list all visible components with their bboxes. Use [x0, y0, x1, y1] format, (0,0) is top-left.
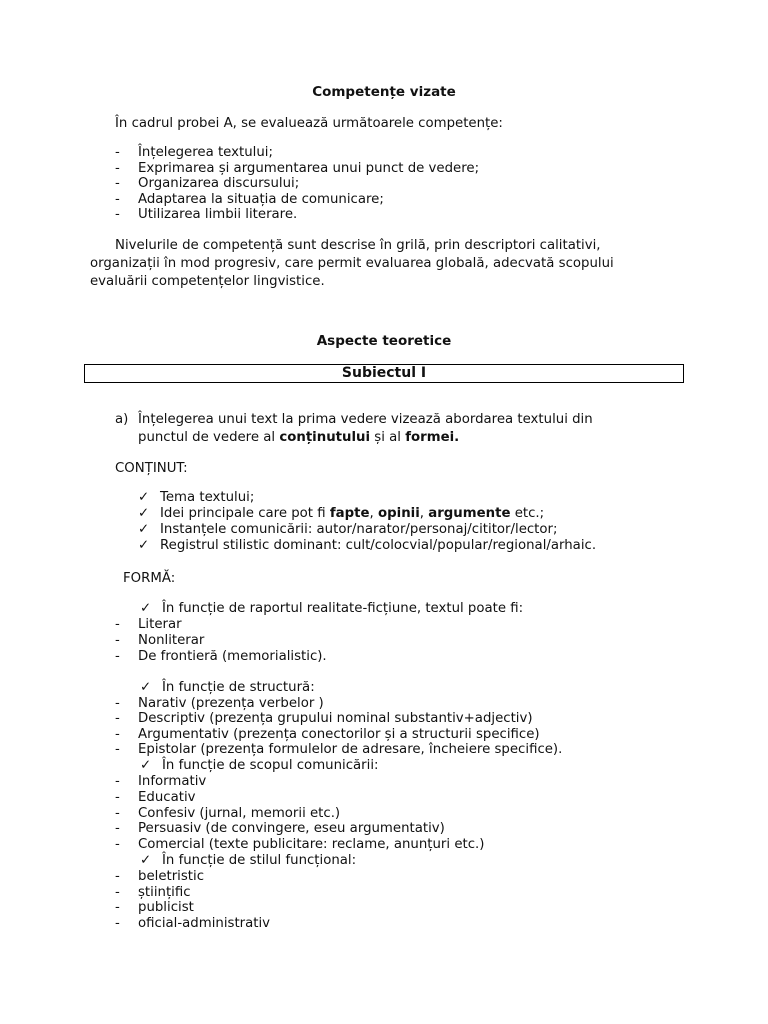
section-title-aspecte: Aspecte teoretice: [316, 333, 452, 349]
check-icon: ✓: [138, 490, 150, 505]
continut-label: CONȚINUT:: [115, 461, 188, 476]
group-heading: ✓ În funcție de scopul comunicării:: [140, 758, 379, 773]
point-a-line1: Înțelegerea unui text la prima vedere vizează abordarea textului din: [138, 412, 593, 427]
check-icon: ✓: [140, 601, 152, 616]
list-item: ✓ Registrul stilistic dominant: cult/colocvial/popular/regional/arhaic.: [138, 538, 597, 553]
list-item: ✓ Instanțele comunicării: autor/narator/personaj/cititor/lector;: [138, 522, 558, 537]
check-icon: ✓: [138, 522, 150, 537]
check-icon: ✓: [138, 538, 150, 553]
section-title-competente: Competențe vizate: [312, 84, 456, 100]
point-a-line2: punctul de vedere al conținutului și al formei.: [138, 430, 460, 445]
check-icon: ✓: [140, 758, 152, 773]
check-icon: ✓: [140, 853, 152, 868]
forma-label: FORMĂ:: [123, 571, 176, 586]
list-item: ✓ Tema textului;: [138, 490, 255, 505]
group-heading: ✓ În funcție de structură:: [140, 680, 315, 695]
group-heading: ✓ În funcție de stilul funcțional:: [140, 853, 357, 868]
group-heading: ✓ În funcție de raportul realitate-ficțiune, textul poate fi:: [140, 601, 524, 616]
point-a-marker: a): [115, 412, 129, 427]
check-icon: ✓: [138, 506, 150, 521]
subiect-box: Subiectul I: [84, 364, 684, 383]
check-icon: ✓: [140, 680, 152, 695]
competente-intro: În cadrul probei A, se evaluează următoarele competențe:: [115, 116, 503, 131]
list-item: ✓ Idei principale care pot fi fapte, opinii, argumente etc.;: [138, 506, 545, 521]
